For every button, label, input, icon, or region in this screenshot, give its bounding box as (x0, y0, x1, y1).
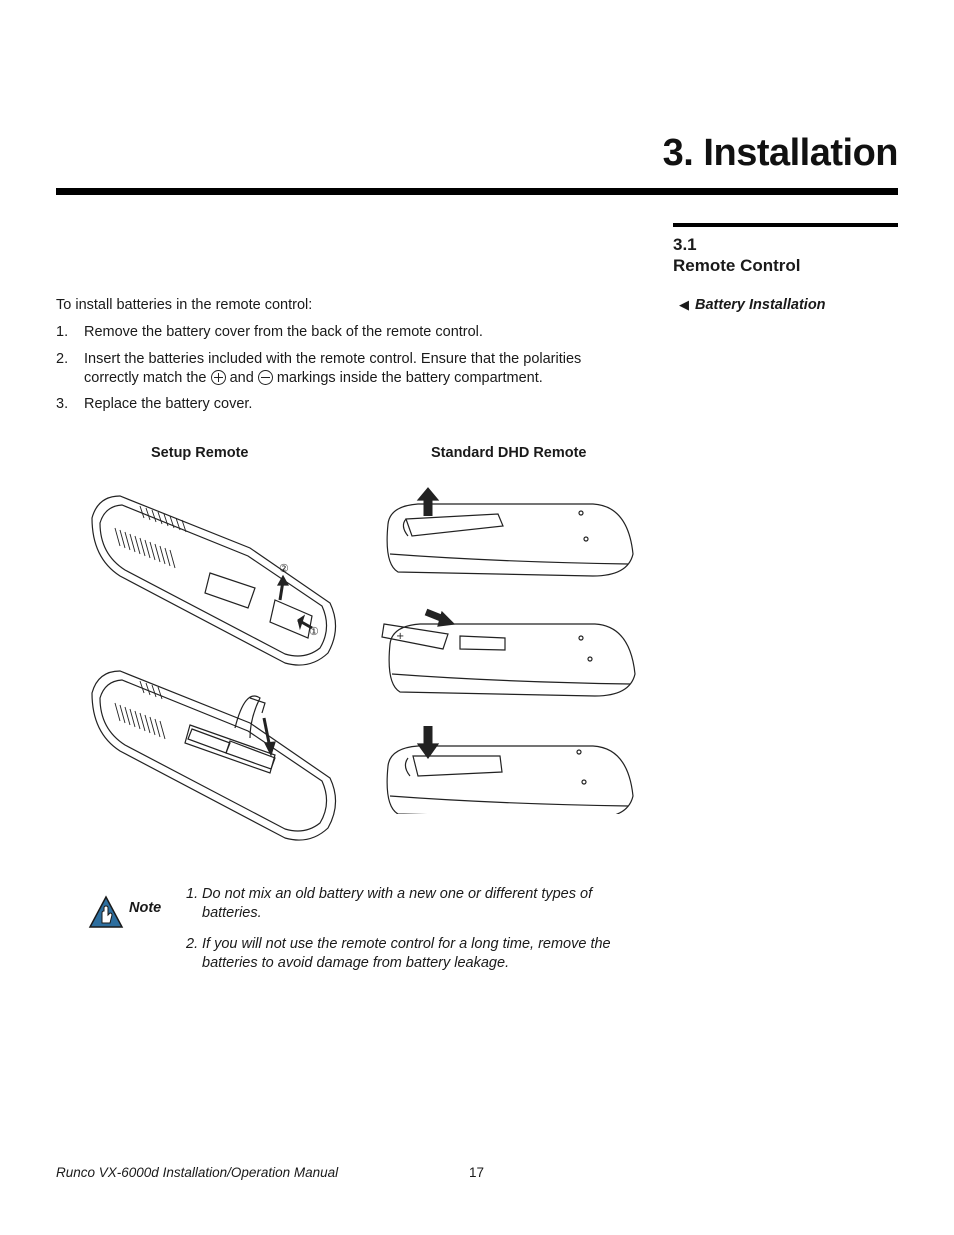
chapter-title: 3. Installation (662, 132, 898, 174)
standard-remote-illustration (378, 484, 638, 814)
pointer-arrow-icon: ◀ (679, 297, 689, 312)
step-text: Replace the battery cover. (84, 396, 253, 412)
step-item (56, 350, 616, 388)
section-number: 3.1 (673, 235, 697, 254)
standard-remote-cover-open (387, 488, 633, 576)
setup-remote-illustration (80, 488, 345, 848)
standard-remote-battery-insert (382, 612, 635, 696)
step-item (56, 395, 616, 414)
footer-page-number: 17 (469, 1165, 485, 1180)
step-text-part: Insert the batteries included with the remote control. Ensure that the polarities correctly match the (84, 351, 582, 386)
setup-remote-batteries-inserted (92, 671, 336, 840)
step-item (56, 323, 616, 342)
callout-2: ② (279, 563, 289, 575)
setup-remote-label: Setup Remote (151, 445, 249, 461)
footer-manual-title: Runco VX-6000d Installation/Operation Manual (56, 1165, 339, 1180)
subsection-title: Battery Installation (695, 297, 826, 313)
note-text: If you will not use the remote control for a long time, remove the batteries to avoid damage from battery leakage. (202, 936, 611, 971)
step-text: Remove the battery cover from the back of the remote control. (84, 324, 483, 340)
section-title: Remote Control (673, 256, 801, 275)
step-text (84, 350, 616, 388)
subsection-heading (679, 297, 826, 313)
note-label: Note (129, 900, 162, 916)
note-text: Do not mix an old battery with a new one or different types of batteries. (202, 886, 593, 921)
step-number: 1. (56, 324, 69, 340)
note-hand-icon (88, 895, 124, 929)
step-number: 2. (56, 351, 69, 367)
standard-remote-label: Standard DHD Remote (431, 445, 587, 461)
intro-text: To install batteries in the remote control: (56, 297, 313, 313)
standard-remote-cover-closed (387, 726, 633, 814)
plus-polarity-icon (211, 370, 226, 385)
note-item (186, 935, 646, 973)
minus-polarity-icon (258, 370, 273, 385)
section-rule (673, 223, 898, 227)
callout-1: ① (309, 626, 319, 638)
svg-text:+: + (396, 631, 405, 642)
setup-remote-cover-removal (92, 496, 336, 665)
chapter-rule (56, 188, 898, 195)
note-number: 2. (186, 936, 199, 952)
step-text-part: markings inside the battery compartment. (276, 370, 543, 386)
step-text-part: and (229, 370, 254, 386)
note-item (186, 885, 646, 923)
step-number: 3. (56, 396, 69, 412)
note-number: 1. (186, 886, 199, 902)
